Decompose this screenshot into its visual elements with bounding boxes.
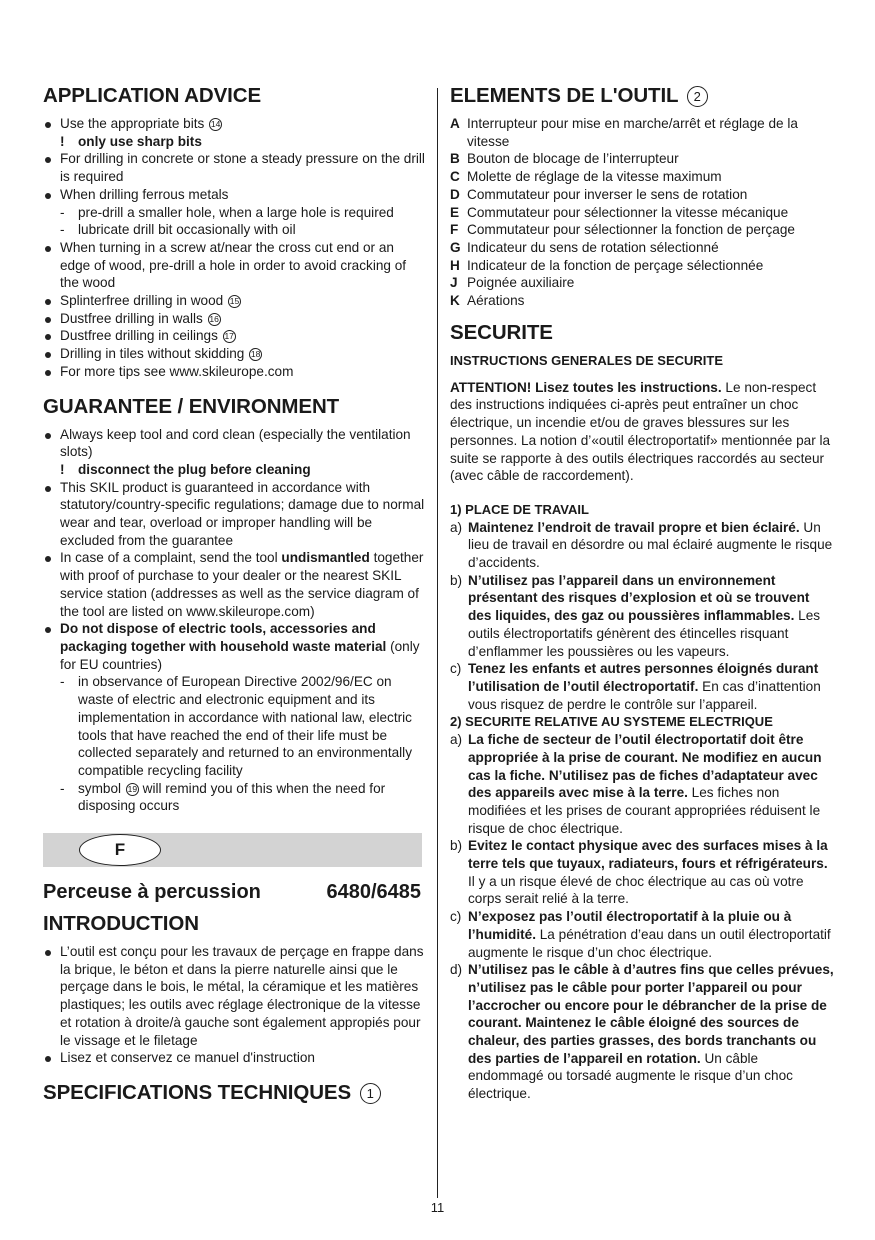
sub-item: - in observance of European Directive 2002/96/EC on waste of electric and electronic equipment and its implementation in accordance with national law, electric tools that have reached the end of their life must be collected separately and returned to an environmentally compatible recycling facility bbox=[60, 674, 413, 778]
list-item: F Commutateur pour sélectionner la fonction de perçage bbox=[450, 222, 795, 238]
list-item: E Commutateur pour sélectionner la vitesse mécanique bbox=[450, 204, 789, 220]
figure-ref-14: 14 bbox=[210, 119, 221, 129]
list-item: For drilling in concrete or stone a steady pressure on the drill is required bbox=[43, 150, 425, 185]
list-item: Do not dispose of electric tools, accessories and packaging together with household waste material (only for EU countries) - in observance of European Directive 2002/96/EC on waste of electric and electronic equipment and its implementation in accordance with national law, electric tools that have reached the end of their life must be collected separately and returned to an environmentally compatible recycling facility - symbol 19 will remind you of this when the need for disposing occurs bbox=[43, 620, 425, 815]
exclamation-icon: ! bbox=[60, 133, 65, 149]
list-item: K Aérations bbox=[450, 293, 525, 309]
securite-heading: SECURITE bbox=[450, 320, 553, 344]
figure-ref-2: 2 bbox=[687, 86, 708, 107]
exclamation-icon: ! bbox=[60, 461, 65, 477]
safety-item: c) Tenez les enfants et autres personnes éloignés durant l’utilisation de l’outil électroportatif. En cas d’inattention vous risquez de perdre le contrôle sur l’appareil. bbox=[450, 661, 821, 712]
sub-item: - symbol 19 will remind you of this when the need for disposing occurs bbox=[60, 780, 386, 814]
figure-ref-15: 15 bbox=[229, 296, 240, 307]
product-model: 6480/6485 bbox=[326, 881, 421, 904]
page-number: 11 bbox=[430, 1200, 445, 1215]
safety-item: c) N’exposez pas l’outil électroportatif à la pluie ou à l’humidité. La pénétration d’eau dans un outil électroportatif augmente le risque d’un choc électrique. bbox=[450, 909, 831, 960]
list-item: Lisez et conservez ce manuel d'instruction bbox=[43, 1049, 425, 1067]
elements-list bbox=[450, 115, 835, 310]
product-name: Perceuse à percussion bbox=[43, 881, 261, 904]
elements-heading: ELEMENTS DE L'OUTIL 2 bbox=[450, 83, 835, 109]
application-advice-heading: APPLICATION ADVICE bbox=[43, 84, 262, 107]
list-item: For more tips see www.skileurope.com bbox=[43, 363, 425, 381]
list-item: Always keep tool and cord clean (especially the ventilation slots) ! disconnect the plug before cleaning bbox=[43, 426, 425, 479]
list-item: This SKIL product is guaranteed in accordance with statutory/country-specific regulations; damage due to normal wear and tear, overload or improper handling will be excluded from the guarantee bbox=[43, 479, 425, 550]
safety-item: b) N’utilisez pas l’appareil dans un environnement présentant des risques d’explosion et où se trouvent des liquides, des gaz ou poussières inflammables. Les outils électroportatifs génèrent des étincelles risquant d’enflammer les poussières ou les vapeurs. bbox=[450, 572, 821, 659]
list-item: H Indicateur de la fonction de perçage sélectionnée bbox=[450, 257, 764, 273]
language-badge: F bbox=[79, 834, 161, 866]
specifications-heading: SPECIFICATIONS TECHNIQUES 1 bbox=[43, 1080, 425, 1106]
guarantee-list bbox=[43, 426, 425, 815]
list-item: J Poignée auxiliaire bbox=[450, 275, 575, 291]
list-item: A Interrupteur pour mise en marche/arrêt et réglage de la vitesse bbox=[450, 116, 798, 149]
list-item: Drilling in tiles without skidding 18 bbox=[43, 345, 425, 363]
language-bar bbox=[43, 833, 422, 867]
list-item: G Indicateur du sens de rotation sélectionné bbox=[450, 239, 719, 255]
list-item: Use the appropriate bits 14 ! only use sharp bits bbox=[43, 115, 425, 150]
list-item: Dustfree drilling in walls 16 bbox=[43, 310, 425, 328]
safety-item: d) N’utilisez pas le câble à d’autres fins que celles prévues, n’utilisez pas le câble pour porter l’appareil ou pour l’accrocher ou encore pour le débrancher de la prise de courant. Maintenez le câble éloigné des sources de chaleur, des parties grasses, des bords tranchants ou des parties de l’appareil en rotation. Un câble endommagé ou torsadé augmente le risque d’un choc électrique. bbox=[450, 962, 834, 1102]
sub-item: - pre-drill a smaller hole, when a large hole is required bbox=[60, 204, 394, 220]
list-item: When drilling ferrous metals - pre-drill a smaller hole, when a large hole is required - lubricate drill bit occasionally with oil bbox=[43, 186, 425, 239]
list-item: Dustfree drilling in ceilings 17 bbox=[43, 327, 425, 345]
safety-item: a) La fiche de secteur de l’outil électroportatif doit être appropriée à la prise de courant. Ne modifiez en aucun cas la fiche. N’utilisez pas de fiches d’adaptateur avec des appareils avec mise à la terre. Les fiches non modifiées et les prises de courant appropriées réduisent le risque de choc électrique. bbox=[450, 732, 822, 836]
safety-item: a) Maintenez l’endroit de travail propre et bien éclairé. Un lieu de travail en désordre ou mal éclairé augmente le risque d’accidents. bbox=[450, 519, 833, 571]
list-item: When turning in a screw at/near the cross cut end or an edge of wood, pre-drill a hole in order to avoid cracking of the wood bbox=[43, 239, 425, 292]
section-1-heading: 1) PLACE DE TRAVAIL bbox=[450, 501, 589, 517]
introduction-list bbox=[43, 943, 425, 1067]
general-instructions-heading: INSTRUCTIONS GENERALES DE SECURITE bbox=[450, 352, 724, 368]
list-item: Splinterfree drilling in wood 15 bbox=[43, 292, 425, 310]
warning-note: ! disconnect the plug before cleaning bbox=[60, 461, 311, 477]
introduction-heading: INTRODUCTION bbox=[43, 912, 199, 936]
column-divider bbox=[437, 88, 438, 1198]
list-item: B Bouton de blocage de l’interrupteur bbox=[450, 151, 679, 167]
figure-ref-17: 17 bbox=[224, 331, 234, 342]
figure-ref-1: 1 bbox=[360, 1083, 381, 1104]
sub-item: - lubricate drill bit occasionally with oil bbox=[60, 222, 296, 238]
figure-ref-19: 19 bbox=[127, 783, 138, 794]
guarantee-heading: GUARANTEE / ENVIRONMENT bbox=[43, 394, 340, 418]
list-item: D Commutateur pour inverser le sens de rotation bbox=[450, 186, 748, 202]
list-item: L’outil est conçu pour les travaux de perçage en frappe dans la brique, le béton et dans la pierre naturelle ainsi que le perçage dans le bois, le métal, la céramique et les matières plastiques; les outils avec réglage électronique de la vitesse et rotation à droite/à gauche sont également appropiés pour le vissage et le filetage bbox=[43, 943, 425, 1049]
left-column bbox=[43, 83, 425, 1106]
list-item: In case of a complaint, send the tool undismantled together with proof of purchase to your dealer or the nearest SKIL service station (addresses as well as the service diagram of the tool are listed on www.skileurope.com) bbox=[43, 549, 425, 620]
list-item: C Molette de réglage de la vitesse maximum bbox=[450, 169, 722, 185]
safety-item: b) Evitez le contact physique avec des surfaces mises à la terre tels que tuyaux, radiateurs, fours et réfrigérateurs. Il y a un risque élevé de choc électrique au cas où votre corps serait relié à la terre. bbox=[450, 838, 828, 907]
product-title bbox=[43, 879, 421, 905]
warning-note: ! only use sharp bits bbox=[60, 133, 202, 149]
right-column bbox=[450, 83, 835, 1103]
figure-ref-16: 16 bbox=[209, 313, 219, 324]
section-2-heading: 2) SECURITE RELATIVE AU SYSTEME ELECTRIQUE bbox=[450, 714, 773, 730]
figure-ref-18: 18 bbox=[250, 349, 261, 360]
attention-paragraph: ATTENTION! Lisez toutes les instructions. Le non-respect des instructions indiquées ci-après peut entraîner un choc électrique, un incendie et/ou de graves blessures sur les personnes. La notion d’«outil électroportatif» mentionnée par la suite se rapporte à des outils électriques raccordés au secteur (avec câble de raccordement). bbox=[450, 379, 831, 484]
application-advice-list bbox=[43, 115, 425, 381]
